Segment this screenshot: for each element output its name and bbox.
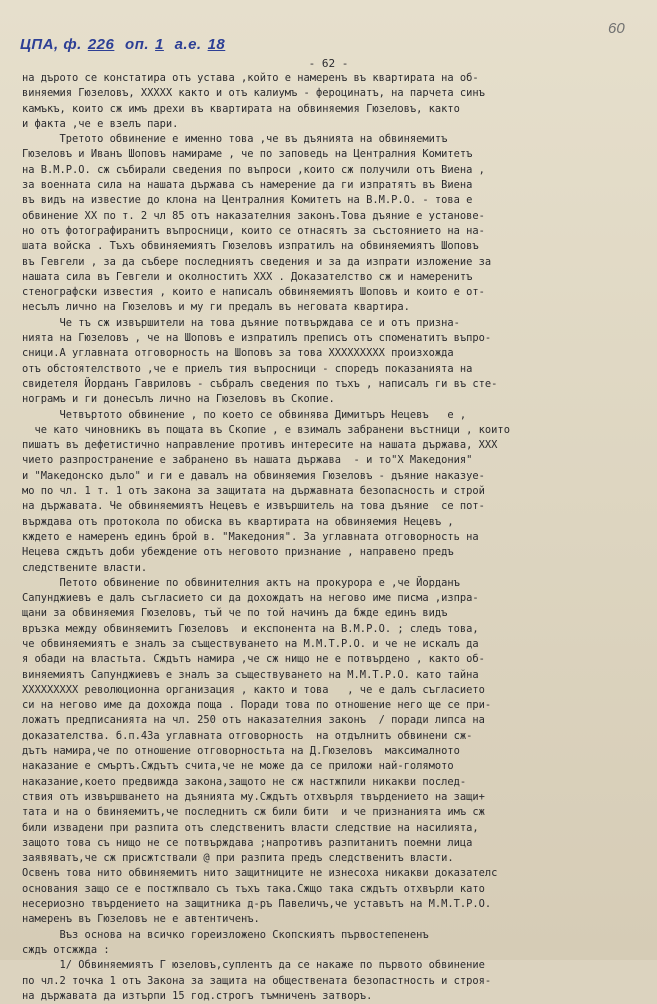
- text-line: защото това съ нищо не се потвърждава ;напротивъ разпитанитъ поемни лица: [22, 836, 473, 849]
- archive-fund: 226: [87, 36, 115, 53]
- text-line: мо по чл. 1 т. 1 отъ закона за защитата на държавната безопасность и строй: [22, 485, 485, 498]
- text-line: въ Гевгели , за да събере последниятъ сведения и за да изпрати изложение за: [22, 255, 492, 268]
- text-line: я обади на властьта. Сждътъ намира ,че сж нищо не е потвърдено , както об-: [22, 653, 485, 666]
- text-line: на държавата да изтърпи 15 год.строгъ тъмниченъ затворъ.: [22, 989, 373, 1002]
- page-number: - 62 -: [308, 57, 349, 70]
- text-line: нограмъ и ги донесълъ лично на Гюзеловъ въ Скопие.: [22, 393, 335, 406]
- text-line: на дърото се констатира отъ устава ,който е намеренъ въ квартирата на об-: [22, 72, 479, 84]
- text-line: и факта ,че е взелъ пари.: [22, 117, 179, 130]
- text-line: виняемиятъ Сапунджиевъ е зналъ за съществуването на М.М.Т.Р.О. като тайна: [22, 668, 479, 681]
- text-line: Освенъ това нито обвиняемитъ нито защитниците не изнесоха никакви доказателс: [22, 867, 498, 880]
- text-line: намеренъ въ Гюзеловъ не е автентиченъ.: [22, 913, 260, 926]
- text-line: стенографски известия , които е написалъ обвиняемиятъ Шоповъ и които е от-: [22, 286, 485, 299]
- text-line: несериозно твърдението на защитника д-ръ Павеличъ,че уставътъ на М.М.Т.Р.О.: [22, 898, 492, 911]
- text-line: чието разпространение е забранено въ нашата държава - и то"Х Македония": [22, 454, 473, 467]
- text-line: камъкъ, които сж имъ дрехи въ квартирата на обвиняемия Гюзеловъ, както: [22, 102, 460, 115]
- text-line: за военната сила на нашата държава съ намерение да ги изпратятъ въ Виена: [22, 179, 473, 192]
- text-line: Въз основа на всичко гореизложено Скопскиятъ първостепененъ: [22, 928, 429, 941]
- text-line: връзка между обвиняемитъ Гюзеловъ и експонента на В.М.Р.О. ; следъ това,: [22, 622, 479, 635]
- corner-page-number: 60: [608, 20, 625, 37]
- text-line: доказателства. б.п.43а углавната отговорность на отдълнитъ обвинени сж-: [22, 729, 473, 742]
- text-line: въ видъ на известие до клона на Централния Комитетъ на В.М.Р.О. - това е: [22, 194, 473, 207]
- archive-ae-label: а.е.: [174, 36, 202, 53]
- text-line: на В.М.Р.О. сж събирали сведения по въпроси ,които сж получили отъ Виена ,: [22, 163, 485, 176]
- text-line: отъ обстоятелството ,че е приелъ тия въпросници - споредъ показанията на: [22, 362, 473, 375]
- text-line: ствия отъ извършването на дъянията му.Сждътъ отхвърля твърдението на защи+: [22, 790, 485, 803]
- archive-ae: 18: [207, 36, 226, 53]
- text-line: на държавата. Че обвиняемиятъ Нецевъ е извършитель на това дъяние се пот-: [22, 500, 485, 513]
- text-line: били извадени при разпита отъ следственитъ власти следствие на насилията,: [22, 821, 479, 834]
- archive-opis-label: оп.: [125, 36, 150, 53]
- text-line: Че тъ сж извършители на това дъяние потвърждава се и отъ призна-: [22, 316, 460, 329]
- text-line: си на негово име да дохожда поща . Поради това по отношение него ще се при-: [22, 699, 492, 712]
- text-line: обвинение ХХ по т. 2 чл 85 отъ наказателния законъ.Това дъяние е установе-: [22, 209, 485, 222]
- text-line: Сапунджиевъ е далъ съгласието си да дохождатъ на негово име писма ,изпра-: [22, 592, 479, 605]
- text-line: заявяватъ,че сж присжтствали @ при разпита предъ следственитъ власти.: [22, 852, 454, 865]
- text-line: Петото обвинение по обвинителния актъ на прокурора е ,че Йорданъ: [22, 576, 460, 589]
- text-line: Гюзеловъ и Иванъ Шоповъ намираме , че по заповедь на Централния Комитетъ: [22, 148, 473, 161]
- text-line: нашата сила въ Гевгели и околноститъ ХХХ . Доказателство сж и намеренитъ: [22, 270, 473, 283]
- text-line: че като чиновникъ въ пощата въ Скопие , е взималъ забранени въстници , които: [22, 423, 510, 436]
- text-line: ХХХХХХХХХ революционна организация , както и това , че е далъ съгласието: [22, 683, 485, 696]
- text-line: основания защо се е постжпвало съ тъхъ така.Сжщо така сждътъ отхвърли като: [22, 882, 485, 895]
- text-line: но отъ фотографиранитъ въпросници, които се отнасятъ за състоянието на на-: [22, 224, 485, 237]
- text-line: Третото обвинение е именно това ,че въ дъянията на обвиняемитъ: [22, 133, 448, 146]
- text-line: върждава отъ протокола по обиска въ квартирата на обвиняемия Нецевъ ,: [22, 515, 454, 528]
- text-line: наказание е смъртъ.Сждътъ счита,че не може да се приложи най-голямото: [22, 760, 454, 773]
- text-line: Нецева сждътъ доби убеждение отъ неговото признание , направено предъ: [22, 546, 454, 559]
- text-line: пишатъ въ дефетистично направление противъ интересите на нашата държава, ХХХ: [22, 439, 498, 452]
- text-line: сници.А углавната отговорность на Шоповъ за това ХХХХХХХХХ произхожда: [22, 347, 454, 360]
- archive-opis: 1: [155, 36, 164, 53]
- text-line: виняемия Гюзеловъ, ХХХХХ както и отъ калиумъ - фероцинатъ, на парчета синъ: [22, 87, 485, 100]
- text-line: сждъ отсжжда :: [22, 943, 110, 956]
- text-line: следствените власти.: [22, 561, 148, 574]
- text-line: свидетеля Йорданъ Гавриловъ - събралъ сведения по тъхъ , написалъ ги въ сте-: [22, 377, 498, 390]
- text-line: по чл.2 точка 1 отъ Закона за защита на обществената безопастность и строя-: [22, 974, 492, 987]
- text-line: и "Македонско дъло" и ги е давалъ на обвиняемия Гюзеловъ - дъяние наказуе-: [22, 469, 485, 482]
- text-line: тата и на о бвиняемитъ,че последнитъ сж били бити и че признанията имъ сж: [22, 806, 485, 819]
- text-line: че обвиняемиятъ е зналъ за съществуването на М.М.Т.Р.О. и че не искалъ да: [22, 637, 479, 650]
- archive-prefix: ЦПА, ф.: [20, 36, 82, 53]
- archive-reference-stamp: [20, 36, 231, 53]
- text-line: Четвъртото обвинение , по което се обвинява Димитъръ Нецевъ е ,: [22, 408, 467, 421]
- text-line: дътъ намира,че по отношение отговорностьта на Д.Гюзеловъ максималното: [22, 745, 460, 758]
- text-line: ложатъ предписанията на чл. 250 отъ наказателния законъ / поради липса на: [22, 714, 485, 727]
- document-body: [22, 71, 642, 1004]
- text-line: наказание,което предвижда закона,защото не сж настжпили никакви послед-: [22, 775, 467, 788]
- text-line: несълъ лично на Гюзеловъ и му ги предалъ въ неговата квартира.: [22, 301, 410, 314]
- text-line: щани за обвиняемия Гюзеловъ, тъй че по той начинъ да бжде единъ видъ: [22, 607, 448, 620]
- text-line: кждето е намеренъ единъ брой в. "Македония". За углавната отговорность на: [22, 530, 479, 543]
- text-line: шата войска . Тъхъ обвиняемиятъ Гюзеловъ изпратилъ на обвиняемиятъ Шоповъ: [22, 240, 479, 253]
- text-line: 1/ Обвиняемиятъ Г юзеловъ,суплентъ да се накаже по първото обвинение: [22, 959, 485, 972]
- text-line: нията на Гюзеловъ , че на Шоповъ е изпратилъ преписъ отъ споменатитъ въпро-: [22, 332, 492, 345]
